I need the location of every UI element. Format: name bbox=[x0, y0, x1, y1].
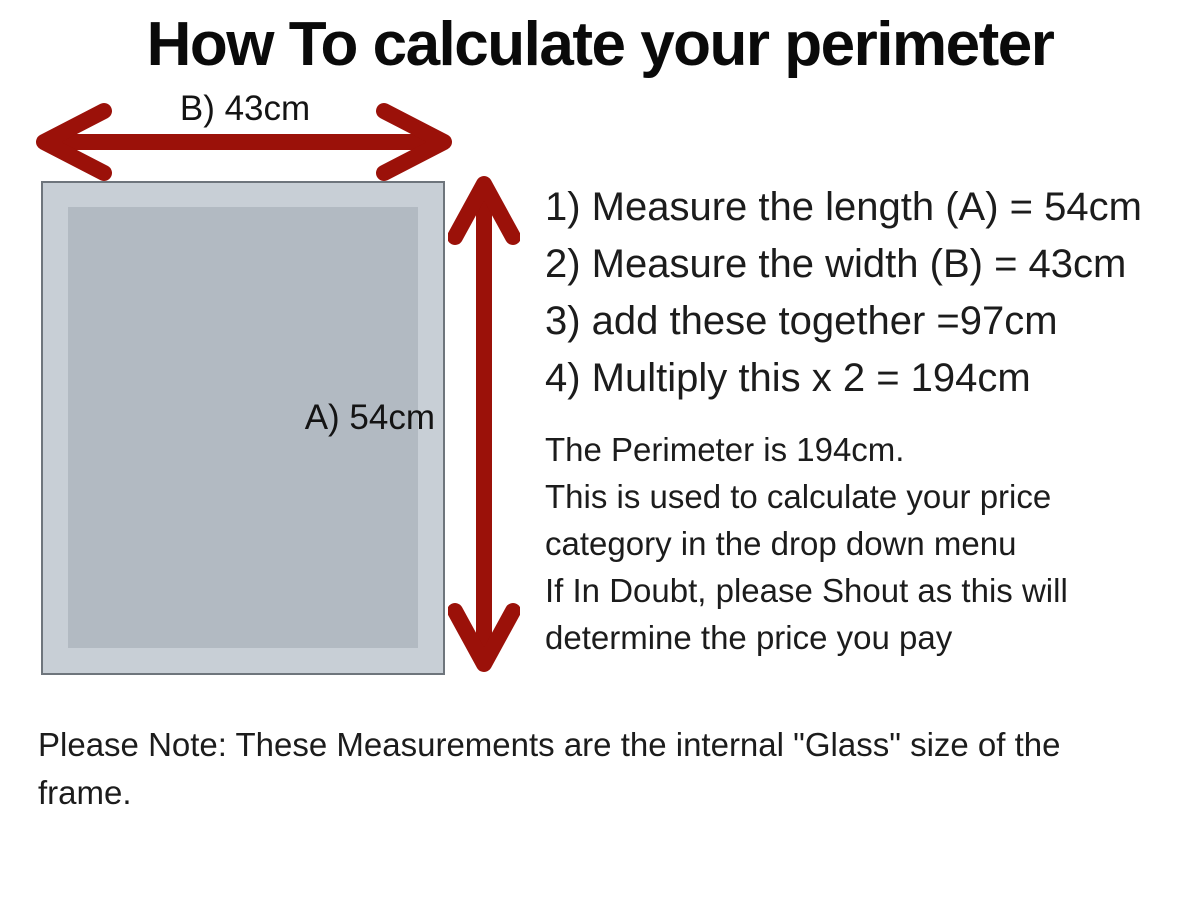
footer-note bbox=[38, 721, 1061, 817]
page-title: How To calculate your perimeter bbox=[146, 10, 1054, 79]
step-1: 1) Measure the length (A) = 54cm bbox=[545, 185, 1142, 229]
horizontal-double-arrow-icon bbox=[32, 102, 456, 182]
step-4: 4) Multiply this x 2 = 194cm bbox=[545, 356, 1031, 400]
step-3: 3) add these together =97cm bbox=[545, 299, 1058, 343]
footer-note-line: Please Note: These Measurements are the internal "Glass" size of the bbox=[38, 726, 1061, 763]
vertical-double-arrow-icon bbox=[448, 174, 520, 674]
explanation-line: This is used to calculate your price bbox=[545, 478, 1052, 515]
explanation-line: determine the price you pay bbox=[545, 619, 953, 656]
width-dimension-label: B) 43cm bbox=[179, 89, 311, 128]
height-dimension-label: A) 54cm bbox=[304, 398, 435, 437]
picture-frame bbox=[41, 181, 445, 675]
instruction-steps bbox=[545, 179, 1142, 407]
step-2: 2) Measure the width (B) = 43cm bbox=[545, 242, 1127, 286]
explanation-line: The Perimeter is 194cm. bbox=[545, 431, 905, 468]
footer-note-line: frame. bbox=[38, 774, 132, 811]
perimeter-explanation bbox=[545, 426, 1068, 661]
explanation-line: category in the drop down menu bbox=[545, 525, 1017, 562]
explanation-line: If In Doubt, please Shout as this will bbox=[545, 572, 1068, 609]
